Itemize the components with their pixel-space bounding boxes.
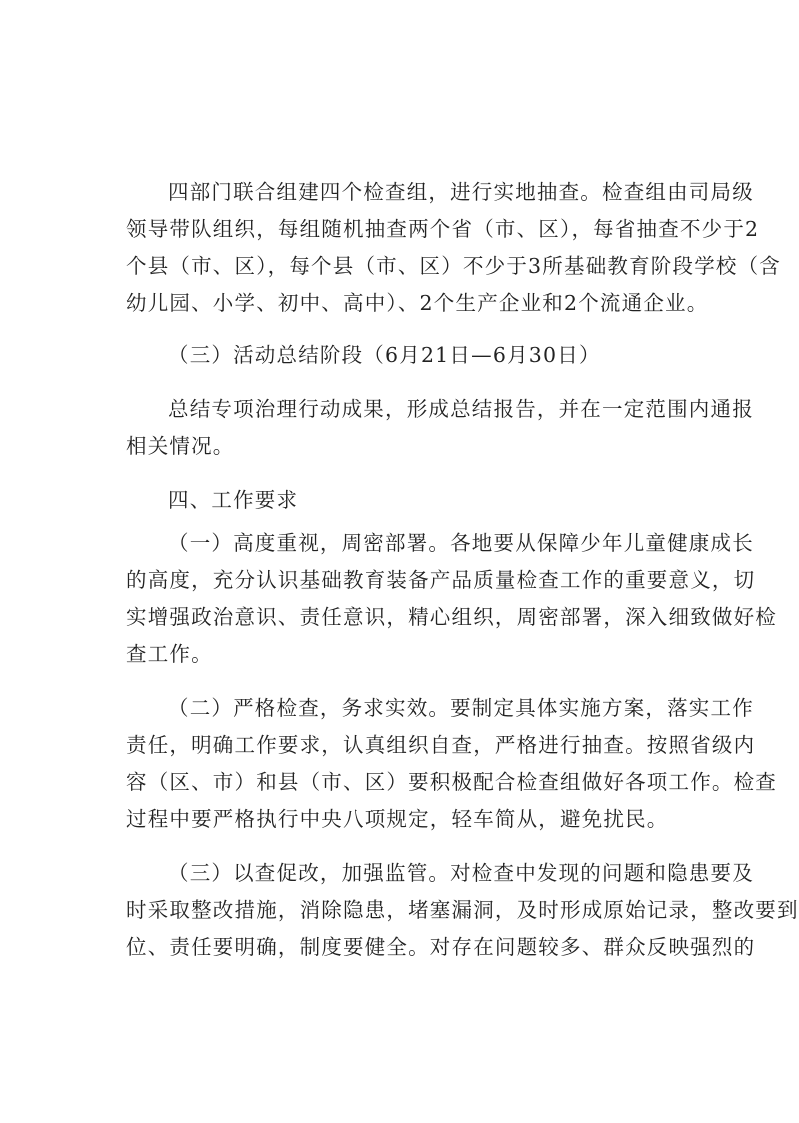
text-line: 时采取整改措施，消除隐患，堵塞漏洞，及时形成原始记录，整改要到 xyxy=(126,898,799,922)
section-subheading: （三）活动总结阶段（6月21日—6月30日） xyxy=(168,343,601,367)
section-heading: 四、工作要求 xyxy=(168,488,299,512)
text-line: 总结专项治理行动成果，形成总结报告，并在一定范围内通报 xyxy=(168,397,754,421)
text-line: （一）高度重视，周密部署。各地要从保障少年儿童健康成长 xyxy=(168,531,754,555)
text-line: 四部门联合组建四个检查组，进行实地抽查。检查组由司局级 xyxy=(168,180,754,204)
text-line: （三）以查促改，加强监管。对检查中发现的问题和隐患要及 xyxy=(168,861,754,885)
text-line: 查工作。 xyxy=(126,642,213,666)
text-line: 个县（市、区），每个县（市、区）不少于3所基础教育阶段学校（含 xyxy=(126,254,781,278)
text-line: 的高度，充分认识基础教育装备产品质量检查工作的重要意义，切 xyxy=(126,568,756,592)
text-line: 领导带队组织，每组随机抽查两个省（市、区），每省抽查不少于2 xyxy=(126,217,760,241)
text-line: 责任，明确工作要求，认真组织自查，严格进行抽查。按照省级内 xyxy=(126,733,756,757)
text-line: 幼儿园、小学、初中、高中）、2个生产企业和2个流通企业。 xyxy=(126,291,709,315)
text-line: 实增强政治意识、责任意识，精心组织，周密部署，深入细致做好检 xyxy=(126,605,777,629)
text-line: （二）严格检查，务求实效。要制定具体实施方案，落实工作 xyxy=(168,696,754,720)
text-line: 位、责任要明确，制度要健全。对存在问题较多、群众反映强烈的 xyxy=(126,935,756,959)
text-line: 容（区、市）和县（市、区）要积极配合检查组做好各项工作。检查 xyxy=(126,770,777,794)
text-line: 相关情况。 xyxy=(126,434,235,458)
text-line: 过程中要严格执行中央八项规定，轻车简从，避免扰民。 xyxy=(126,807,669,831)
